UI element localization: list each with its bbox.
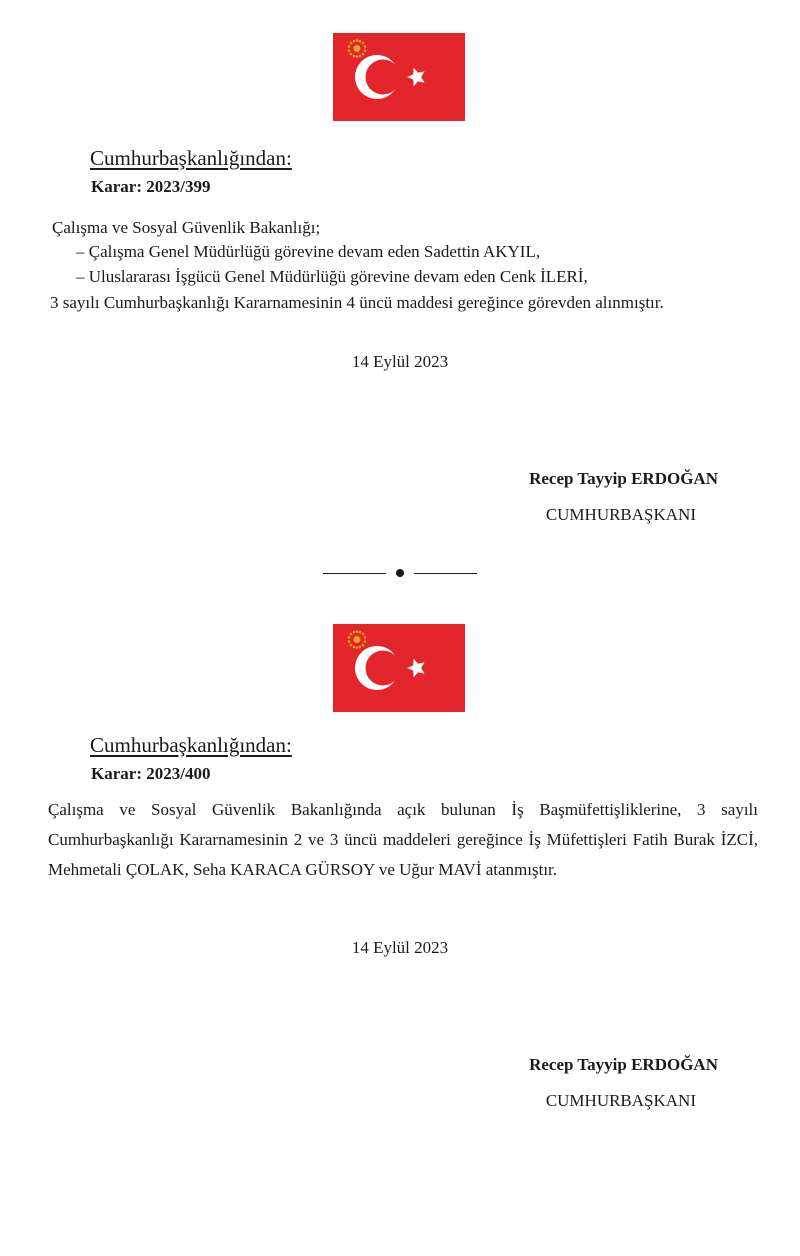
separator-dot-icon bbox=[396, 569, 404, 577]
decree2-heading: Cumhurbaşkanlığından: bbox=[90, 733, 292, 757]
decree2-date: 14 Eylül 2023 bbox=[351, 938, 449, 957]
turkish-flag-image bbox=[333, 624, 465, 712]
decree2-karar: Karar: 2023/400 bbox=[91, 764, 211, 783]
decree1-item-1: – Çalışma Genel Müdürlüğü görevine devam eden Sadettin AKYIL, bbox=[76, 242, 541, 261]
decree1-item-2: – Uluslararası İşgücü Genel Müdürlüğü görevine devam eden Cenk İLERİ, bbox=[76, 267, 588, 286]
section-separator bbox=[323, 569, 477, 577]
decree1-signer: Recep Tayyip ERDOĞAN bbox=[529, 469, 718, 488]
decree2-signer: Recep Tayyip ERDOĞAN bbox=[529, 1055, 718, 1074]
decree2-signer-title: CUMHURBAŞKANI bbox=[545, 1091, 696, 1110]
flag-emblem-icon bbox=[333, 33, 465, 121]
decree2-body: Çalışma ve Sosyal Güvenlik Bakanlığında açık bulunan İş Başmüfettişliklerine, 3 sayılı Cumhurbaşkanlığı Kararnamesinin 2 ve 3 üncü maddeleri gereğince İş Müfettişleri Fatih Burak İZCİ, Mehmetali ÇOLAK, Seha KARACA GÜRSOY ve Uğur MAVİ atanmıştır. bbox=[48, 800, 758, 879]
decree1-karar: Karar: 2023/399 bbox=[91, 177, 211, 196]
turkish-flag-image bbox=[333, 33, 465, 121]
decree1-closing: 3 sayılı Cumhurbaşkanlığı Kararnamesinin 4 üncü maddesi gereğince görevden alınmıştır. bbox=[50, 293, 664, 312]
decree1-heading: Cumhurbaşkanlığından: bbox=[90, 146, 292, 170]
decree1-signer-title: CUMHURBAŞKANI bbox=[545, 505, 696, 524]
decree1-date: 14 Eylül 2023 bbox=[351, 352, 449, 371]
decree1-intro: Çalışma ve Sosyal Güvenlik Bakanlığı; bbox=[52, 218, 321, 237]
flag-emblem-icon bbox=[333, 624, 465, 712]
